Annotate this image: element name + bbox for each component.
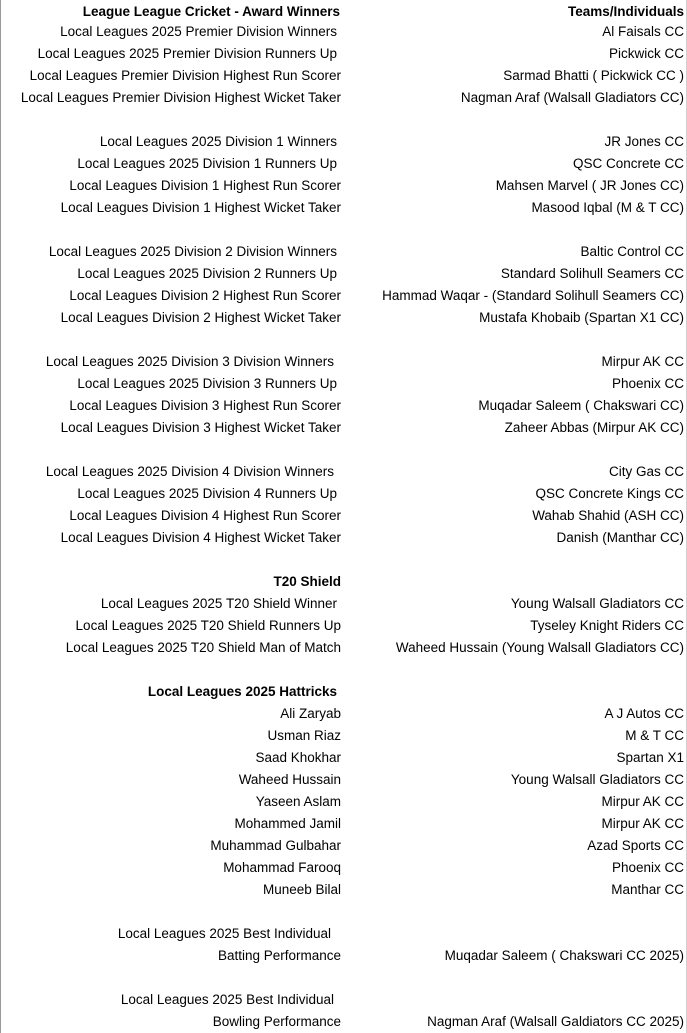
award-label: Local Leagues 2025 Division 1 Winners — [99, 134, 337, 149]
hattrick-player: Mohammad Farooq — [223, 860, 341, 875]
hattrick-player: Ali Zaryab — [280, 706, 341, 721]
award-winner: City Gas CC — [608, 464, 684, 479]
award-row — [0, 87, 687, 109]
award-label: Local Leagues Division 3 Highest Run Scorer — [69, 398, 341, 413]
hattricks-heading: Local Leagues 2025 Hattricks — [147, 684, 337, 699]
award-winner: Mahsen Marvel ( JR Jones CC) — [495, 178, 684, 193]
award-row — [0, 527, 687, 549]
award-row — [0, 1011, 687, 1033]
award-winner: Pickwick CC — [608, 46, 684, 61]
hattrick-team: Spartan X1 — [616, 750, 684, 765]
award-label: Local Leagues Division 1 Highest Run Scorer — [69, 178, 341, 193]
hattrick-player: Saad Khokhar — [255, 750, 341, 765]
section-heading-row — [0, 681, 687, 703]
hattrick-row — [0, 813, 687, 835]
award-label: Local Leagues 2025 Division 4 Runners Up — [77, 486, 337, 501]
award-row — [0, 395, 687, 417]
best-bowling-label-line2: Bowling Performance — [212, 1014, 341, 1029]
award-label: Local Leagues 2025 Division 2 Division Winners — [48, 244, 337, 259]
hattrick-team: Young Walsall Gladiators CC — [510, 772, 684, 787]
hattrick-row — [0, 835, 687, 857]
award-winner: Young Walsall Gladiators CC — [510, 596, 684, 611]
award-row — [0, 175, 687, 197]
award-label: Local Leagues Division 3 Highest Wicket Taker — [60, 420, 341, 435]
award-row — [0, 351, 687, 373]
best-batting-label-line1: Local Leagues 2025 Best Individual — [117, 926, 331, 941]
award-label: Local Leagues Division 1 Highest Wicket Taker — [60, 200, 341, 215]
award-winner: QSC Concrete Kings CC — [535, 486, 684, 501]
best-bowling-winner: Nagman Araf (Walsall Galdiators CC 2025) — [427, 1014, 684, 1029]
award-row — [0, 131, 687, 153]
hattrick-row — [0, 791, 687, 813]
award-winner: Phoenix CC — [611, 376, 684, 391]
hattrick-player: Yaseen Aslam — [255, 794, 341, 809]
award-label: Local Leagues 2025 T20 Shield Runners Up — [75, 618, 341, 633]
award-row — [0, 615, 687, 637]
award-label: Local Leagues Premier Division Highest Run Scorer — [29, 68, 341, 83]
award-label: Local Leagues 2025 Division 3 Runners Up — [77, 376, 337, 391]
hattrick-team: Azad Sports CC — [587, 838, 684, 853]
award-winner: Tyseley Knight Riders CC — [530, 618, 684, 633]
award-label: Local Leagues 2025 T20 Shield Winner — [100, 596, 337, 611]
award-winner: Hammad Waqar - (Standard Solihull Seamers CC) — [382, 288, 684, 303]
hattrick-player: Waheed Hussain — [238, 772, 341, 787]
hattrick-row — [0, 703, 687, 725]
award-label: Local Leagues Premier Division Highest Wicket Taker — [20, 90, 341, 105]
hattrick-player: Usman Riaz — [267, 728, 341, 743]
award-label: Local Leagues Division 4 Highest Run Scorer — [69, 508, 341, 523]
award-winner: Danish (Manthar CC) — [556, 530, 684, 545]
award-winner: Baltic Control CC — [580, 244, 684, 259]
hattrick-row — [0, 857, 687, 879]
award-row — [0, 263, 687, 285]
award-row — [0, 153, 687, 175]
award-label: Local Leagues 2025 Division 2 Runners Up — [77, 266, 337, 281]
award-label: Local Leagues Division 2 Highest Wicket Taker — [60, 310, 341, 325]
award-winner: Standard Solihull Seamers CC — [500, 266, 684, 281]
best-batting-label-line2: Batting Performance — [217, 948, 341, 963]
award-winner: QSC Concrete CC — [572, 156, 684, 171]
award-label: Local Leagues 2025 Premier Division Winners — [60, 24, 337, 39]
hattrick-team: A J Autos CC — [604, 706, 684, 721]
award-winner: Muqadar Saleem ( Chakswari CC) — [478, 398, 684, 413]
award-label: Local Leagues Division 2 Highest Run Scorer — [69, 288, 341, 303]
t20-heading: T20 Shield — [273, 574, 341, 589]
award-row — [0, 285, 687, 307]
award-row — [0, 241, 687, 263]
award-label: Local Leagues 2025 Division 4 Division Winners — [45, 464, 334, 479]
best-batting-winner: Muqadar Saleem ( Chakswari CC 2025) — [444, 948, 684, 963]
award-label: Local Leagues 2025 Division 1 Runners Up — [77, 156, 337, 171]
award-label: Local Leagues 2025 T20 Shield Man of Match — [65, 640, 341, 655]
best-bowling-label-line1: Local Leagues 2025 Best Individual — [120, 992, 334, 1007]
award-row — [0, 21, 687, 43]
award-row — [0, 43, 687, 65]
award-winner: Nagman Araf (Walsall Gladiators CC) — [460, 90, 684, 105]
hattrick-row — [0, 879, 687, 901]
award-row — [0, 945, 687, 967]
sheet-title: League League Cricket - Award Winners — [82, 4, 340, 19]
award-row — [0, 197, 687, 219]
award-label: Local Leagues Division 4 Highest Wicket Taker — [60, 530, 341, 545]
award-winner: Mustafa Khobaib (Spartan X1 CC) — [479, 310, 684, 325]
hattrick-player: Mohammed Jamil — [234, 816, 341, 831]
award-row — [0, 593, 687, 615]
award-label: Local Leagues 2025 Division 3 Division Winners — [45, 354, 334, 369]
award-winner: Al Faisals CC — [602, 24, 684, 39]
hattrick-row — [0, 725, 687, 747]
hattrick-team: Mirpur AK CC — [601, 816, 684, 831]
hattrick-row — [0, 769, 687, 791]
award-winner: JR Jones CC — [604, 134, 684, 149]
hattrick-player: Muhammad Gulbahar — [210, 838, 341, 853]
award-row — [0, 65, 687, 87]
column-header-teams: Teams/Individuals — [567, 4, 684, 19]
award-row — [0, 989, 687, 1011]
hattrick-team: Phoenix CC — [611, 860, 684, 875]
award-row — [0, 373, 687, 395]
award-winner: Wahab Shahid (ASH CC) — [532, 508, 684, 523]
award-winner: Sarmad Bhatti ( Pickwick CC ) — [503, 68, 684, 83]
award-row — [0, 637, 687, 659]
award-winner: Mirpur AK CC — [601, 354, 684, 369]
award-row — [0, 461, 687, 483]
section-heading-row — [0, 571, 687, 593]
hattrick-team: Manthar CC — [611, 882, 684, 897]
award-row — [0, 505, 687, 527]
hattrick-row — [0, 747, 687, 769]
hattrick-team: M & T CC — [625, 728, 684, 743]
award-row — [0, 923, 687, 945]
header-row — [0, 1, 687, 23]
award-label: Local Leagues 2025 Premier Division Runners Up — [37, 46, 337, 61]
award-row — [0, 307, 687, 329]
award-row — [0, 417, 687, 439]
award-row — [0, 483, 687, 505]
award-winner: Masood Iqbal (M & T CC) — [531, 200, 684, 215]
award-winner: Waheed Hussain (Young Walsall Gladiators CC) — [395, 640, 684, 655]
hattrick-team: Mirpur AK CC — [601, 794, 684, 809]
hattrick-player: Muneeb Bilal — [262, 882, 341, 897]
award-winner: Zaheer Abbas (Mirpur AK CC) — [504, 420, 684, 435]
